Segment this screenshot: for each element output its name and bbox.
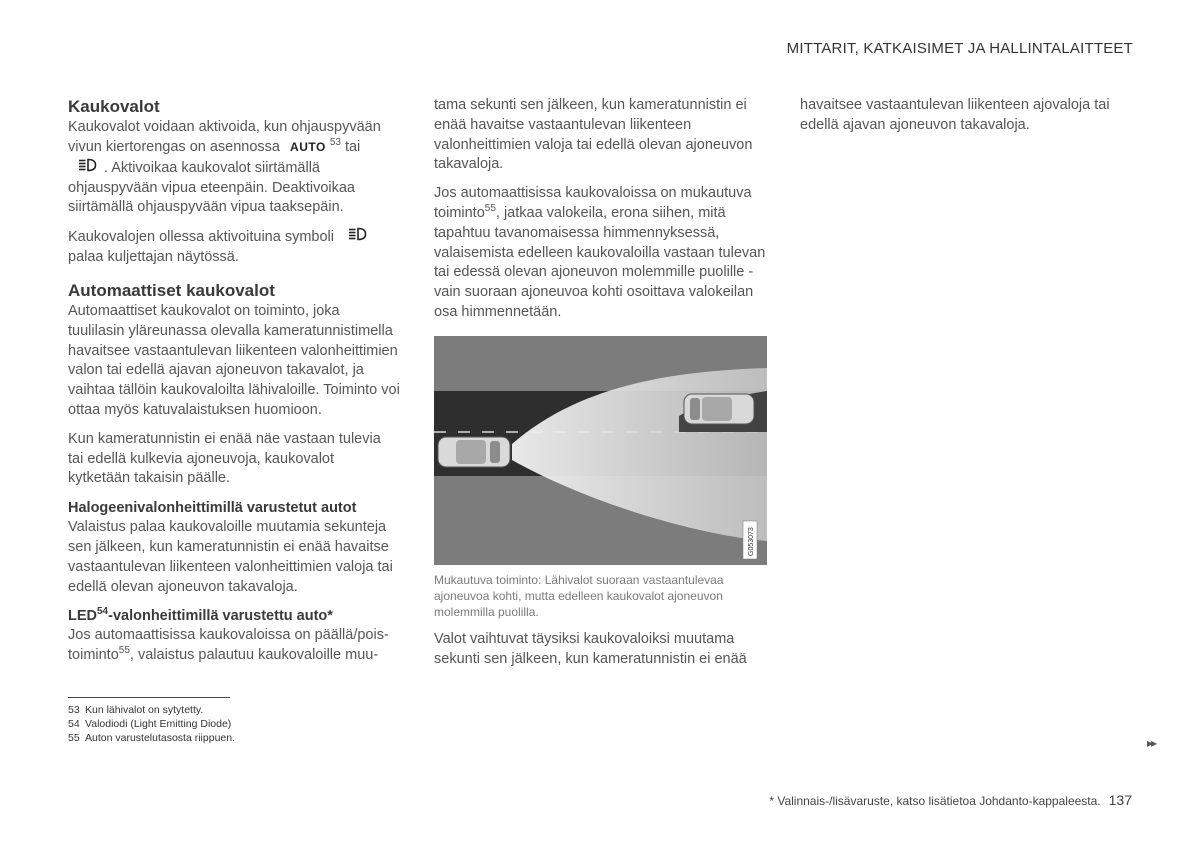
paragraph-led-b: , valaistus palautuu kaukovaloille muu-: [129, 647, 379, 664]
heading-halogen: Halogeenivalonheittimillä varustetut autot: [68, 500, 357, 517]
high-beam-icon: [78, 158, 98, 179]
oncoming-car: [684, 394, 754, 424]
page-number: 137: [1108, 792, 1132, 808]
optional-equipment-note: * Valinnais-/lisävaruste, katso lisätietoa Johdanto-kappaleesta.: [769, 794, 1101, 808]
adaptive-beam-illustration: [434, 336, 767, 565]
paragraph-continued: tama sekunti sen jälkeen, kun kameratunnistin ei enää havaitse vastaantulevan liikenteen valonheittimien valoja tai edellä olevan ajoneuvon takavaloja.: [434, 97, 753, 173]
running-header: MITTARIT, KATKAISIMET JA HALLINTALAITTEET: [786, 40, 1133, 57]
paragraph-reactivate: Kun kameratunnistin ei enää näe vastaan tulevia tai edellä kulkevia ajoneuvoja, kaukovalot kytketään takaisin päälle.: [68, 430, 381, 487]
paragraph-activation: [68, 118, 400, 218]
footnotes: [68, 703, 235, 745]
heading-automatic: Automaattiset kaukovalot: [68, 281, 275, 301]
paragraph-automatic: Automaattiset kaukovalot on toiminto, joka tuulilasin yläreunassa olevalla kameratunnistimella havaitsee vastaantulevan liikenteen valonheittimien valon tai edellä ajavan ajoneuvon takavalot, ja vaihtaa tällöin kaukovaloilta lähivaloille. Toiminto voi ottaa myös katuvalaistuksen huomioon.: [68, 303, 400, 419]
paragraph-symbol: [68, 227, 400, 268]
footnote-53: [68, 703, 235, 717]
figure-caption: Mukautuva toiminto: Lähivalot suoraan vastaantulevaa ajoneuvoa kohti, mutta edelleen kaukovalot ajoneuvon molemmilla puolilla.: [434, 572, 724, 619]
footnote-number: 54: [68, 718, 80, 730]
paragraph-full-beam: Valot vaihtuvat täysiksi kaukovaloiksi muutama sekunti sen jälkeen, kun kameratunnistin ei enää: [434, 630, 747, 667]
column-1: [68, 96, 400, 675]
footnote-divider: [68, 697, 230, 698]
heading-led-b: -valonheittimillä varustettu auto*: [108, 608, 333, 625]
paragraph-symbol-b: palaa kuljettajan näytössä.: [68, 249, 239, 266]
paragraph-activation-b: . Aktivoikaa kaukovalot siirtämällä ohjauspyvään vipua eteenpäin. Deaktivoikaa siirtämällä ohjauspyvään vipua taaksepäin.: [68, 159, 355, 216]
paragraph-adaptive-b: , jatkaa valokeila, erona siihen, mitä tapahtuu tavanomaisessa himmennyksessä, valaisemista edelleen kaukovaloilla vastaan tulevan tai edessä olevan ajoneuvon molemmille puolille - vain suoraan ajoneuvoa kohti osoittava valokeilan osa himmennetään.: [434, 204, 766, 320]
heading-kaukovalot: Kaukovalot: [68, 97, 160, 116]
paragraph-activation-a: Kaukovalot voidaan aktivoida, kun ohjauspyvään vivun kiertorengas on asennossa: [68, 119, 381, 155]
road-illustration: [434, 336, 767, 565]
paragraph-adaptive-a: Jos automaattisissa kaukovaloissa on mukautuva toiminto: [434, 185, 752, 221]
auto-position-label: AUTO: [290, 139, 326, 154]
figure-code-box: [743, 521, 757, 559]
paragraph-continued-2: havaitsee vastaantulevan liikenteen ajovaloja tai edellä ajavan ajoneuvon takavaloja.: [800, 97, 1110, 133]
footnote-text: Valodiodi (Light Emitting Diode): [85, 718, 232, 730]
high-beam-symbol-icon: [348, 227, 368, 248]
word-tai: tai: [344, 138, 361, 155]
paragraph-led: [68, 626, 400, 666]
footnote-54: [68, 717, 235, 731]
footnote-55: [68, 731, 235, 745]
column-2: [434, 96, 768, 678]
footnote-ref-54: 54: [97, 606, 109, 618]
footnote-text: Kun lähivalot on sytytetty.: [85, 704, 204, 716]
paragraph-adaptive: [434, 184, 768, 323]
footnote-number: 53: [68, 704, 80, 716]
paragraph-led-a: Jos automaattisissa kaukovaloissa on päällä/pois-toiminto: [68, 627, 389, 664]
column-3: [800, 96, 1132, 145]
footnote-ref-55: 55: [118, 645, 130, 657]
footnote-ref-55b: 55: [484, 203, 496, 215]
heading-led-a: LED: [68, 608, 97, 625]
heading-led: [68, 606, 400, 626]
paragraph-halogen: Valaistus palaa kaukovaloille muutamia sekunteja sen jälkeen, kun kameratunnistin ei enää havaitse vastaantulevan liikenteen valonheittimien valoja tai edellä olevan ajoneuvon takavaloja.: [68, 519, 393, 595]
footnote-number: 55: [68, 732, 80, 744]
footnote-ref-53: 53: [329, 136, 341, 148]
paragraph-symbol-a: Kaukovalojen ollessa aktivoituina symboli: [68, 229, 334, 246]
own-car: [438, 437, 510, 467]
footnote-text: Auton varustelutasosta riippuen.: [85, 732, 236, 744]
figure-code: G053073: [748, 526, 755, 556]
page-footer: [769, 792, 1132, 808]
continue-arrows-icon: ▸▸: [1147, 736, 1156, 750]
